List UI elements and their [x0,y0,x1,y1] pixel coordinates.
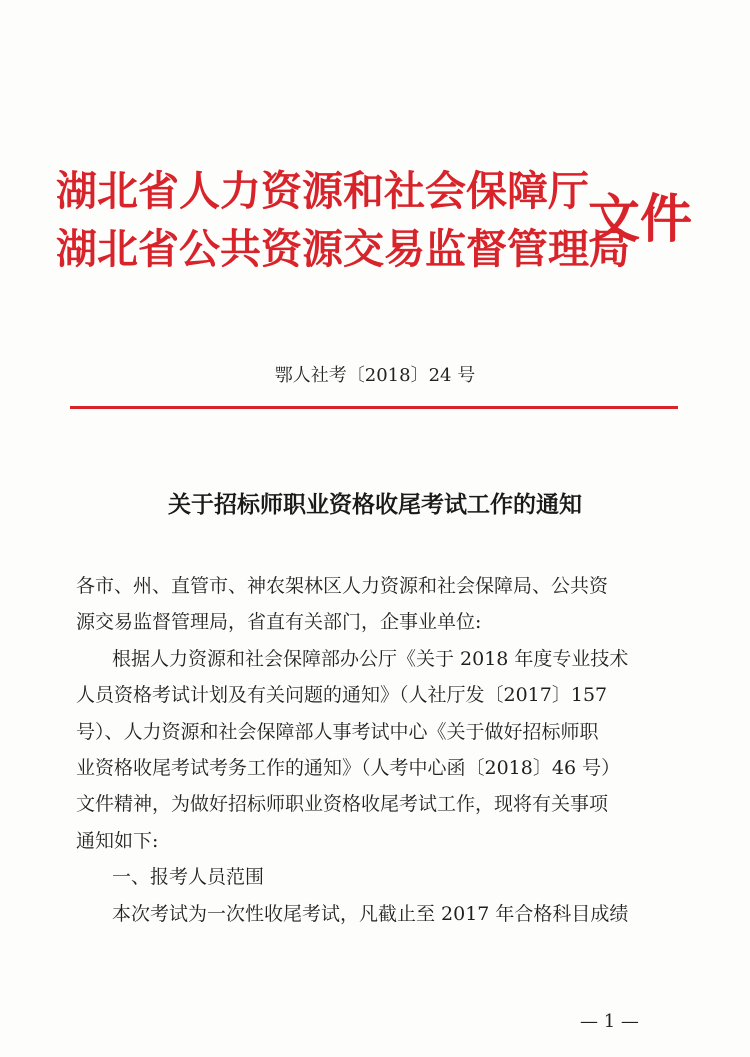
paragraph-line: 号）、人力资源和社会保障部人事考试中心《关于做好招标师职 [76,720,599,743]
document-number: 鄂人社考〔2018〕24 号 [274,365,476,386]
paragraph-line: 本次考试为一次性收尾考试，凡截止至 2017 年合格科目成绩 [112,902,629,925]
page-number: — 1 — [580,1011,639,1032]
red-divider-line [70,406,678,409]
addressee-line: 源交易监督管理局，省直有关部门，企事业单位: [76,611,482,634]
addressee-line: 各市、州、直管市、神农架林区人力资源和社会保障局、公共资 [76,575,609,597]
issuer-name: 湖北省人力资源和社会保障厅 [56,167,589,215]
paragraph-line: 文件精神，为做好招标师职业资格收尾考试工作，现将有关事项 [76,793,609,816]
paragraph-line: 通知如下: [76,829,159,852]
paragraph-line: 人员资格考试计划及有关问题的通知》（人社厅发〔2017〕157 [76,684,608,707]
document-body [76,568,686,932]
paragraph-line: 业资格收尾考试考务工作的通知》（人考中心函〔2018〕46 号） [76,756,621,779]
issuer-name: 湖北省公共资源交易监督管理局 [56,225,630,273]
section-heading: 一、报考人员范围 [112,866,265,889]
paragraph-line: 根据人力资源和社会保障部办公厅《关于 2018 年度专业技术 [112,647,629,670]
document-type-label: 文件 [588,189,693,250]
issuing-agencies [56,162,630,278]
document-title: 关于招标师职业资格收尾考试工作的通知 [168,491,582,518]
